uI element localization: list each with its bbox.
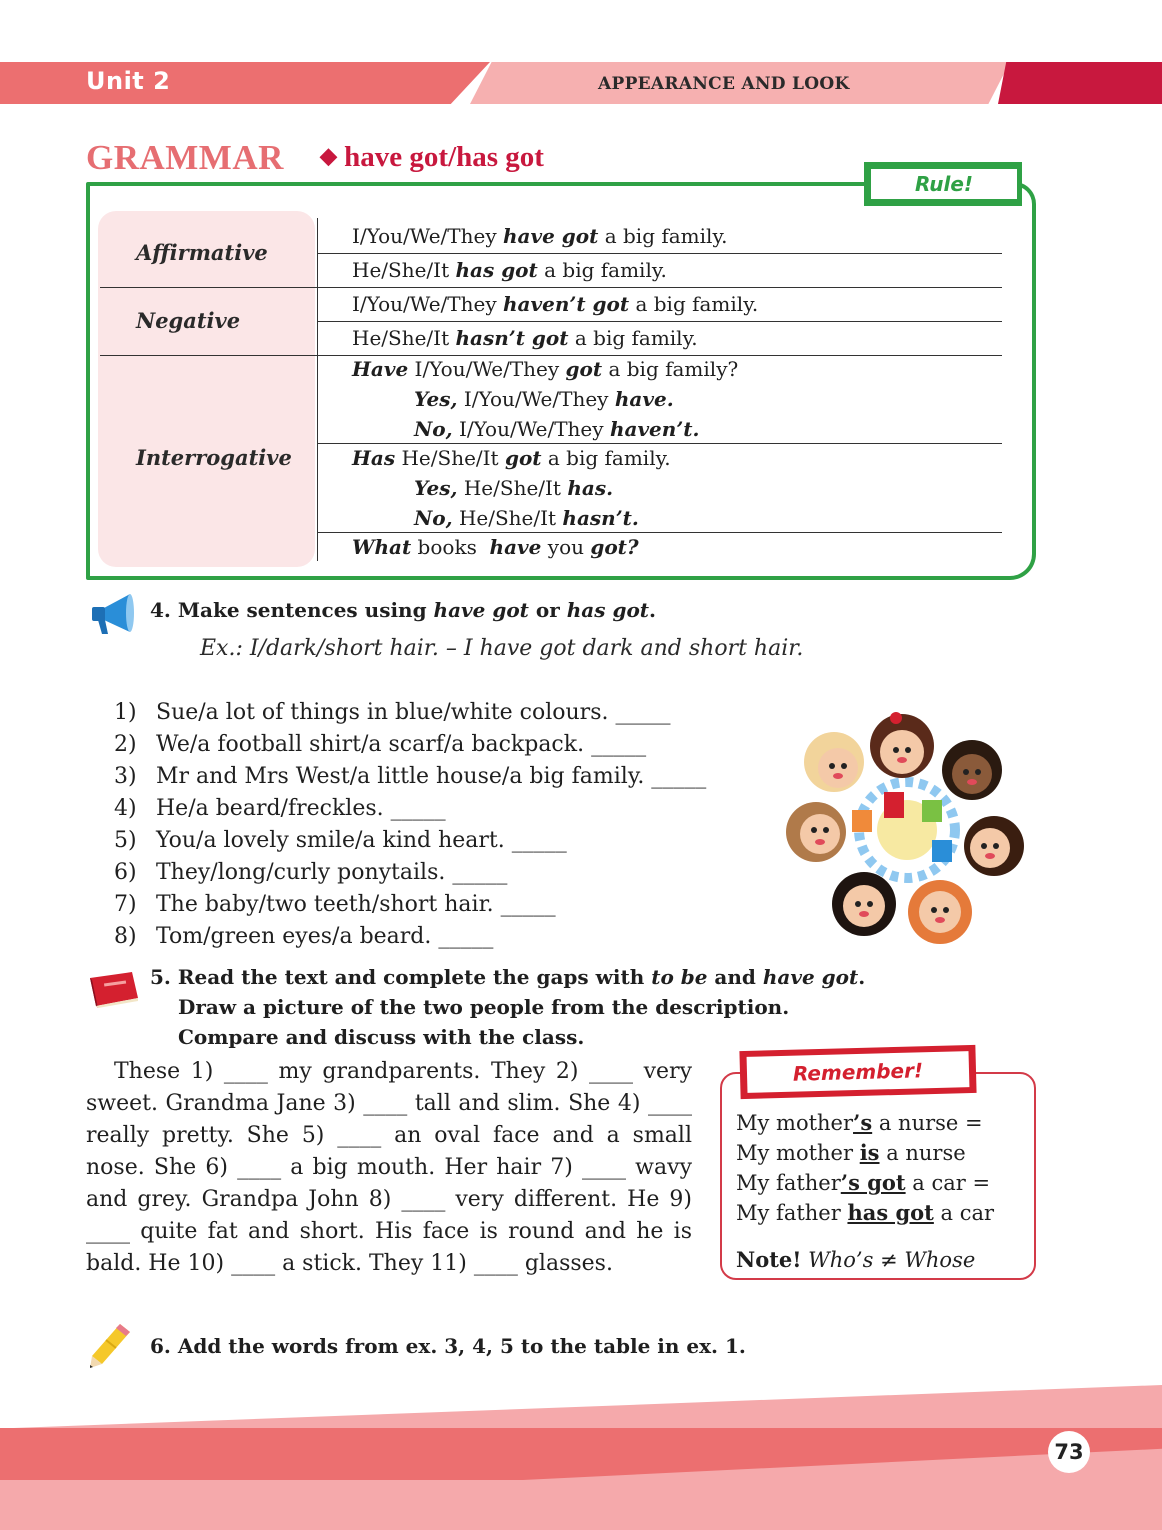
section-title: APPEARANCE AND LOOK bbox=[598, 74, 850, 94]
children-circle-illustration bbox=[772, 700, 1042, 960]
remember-tab-label: Remember! bbox=[747, 1051, 970, 1093]
header-band-left bbox=[0, 62, 490, 104]
category-interrogative: Interrogative bbox=[136, 445, 292, 470]
book-icon bbox=[86, 968, 142, 1008]
ex5-gap-text: These 1) ____ my grandparents. They 2) ____ very sweet. Grandma Jane 3) ____ tall and slim. She 4) ____ really pretty. She 5) ____ an oval face and a small nose. She 6) ____ a big mouth. Her hair 7) ____ wavy and grey. Grandpa John 8) ____ very different. He 9) ____ quite fat and short. His face is round and he is bald. He 10) ____ a stick. They 11) ____ glasses. bbox=[86, 1059, 692, 1276]
rule-affirmative-plural: I/You/We/They have got a big family. bbox=[352, 224, 728, 248]
rule-question-plural: Have I/You/We/They got a big family? bbox=[352, 357, 739, 381]
ex4-example: Ex.: I/dark/short hair. – I have got dark and short hair. bbox=[200, 636, 804, 661]
unit-label: Unit 2 bbox=[86, 67, 171, 95]
ex6-number: 6. bbox=[150, 1334, 171, 1358]
table-line bbox=[317, 253, 1002, 254]
list-item: 1) Sue/a lot of things in blue/white colours. _____ bbox=[114, 700, 671, 725]
list-item: 8) Tom/green eyes/a beard. _____ bbox=[114, 924, 494, 949]
page-number: 73 bbox=[1048, 1431, 1090, 1473]
rule-short-answer-yes-singular: Yes, He/She/It has. bbox=[414, 476, 614, 500]
megaphone-icon bbox=[88, 590, 138, 640]
remember-line: My father has got a car bbox=[736, 1200, 995, 1225]
table-line bbox=[100, 287, 1002, 288]
category-negative: Negative bbox=[136, 308, 241, 333]
diamond-icon: ◆ bbox=[320, 143, 337, 168]
rule-tab-label: Rule! bbox=[870, 168, 1018, 200]
table-line bbox=[317, 321, 1002, 322]
rule-short-answer-no-plural: No, I/You/We/They haven’t. bbox=[414, 417, 700, 441]
remember-line: My father’s got a car = bbox=[736, 1170, 991, 1195]
list-item: 2) We/a football shirt/a scarf/a backpack. _____ bbox=[114, 732, 647, 757]
list-item: 3) Mr and Mrs West/a little house/a big family. _____ bbox=[114, 764, 707, 789]
ex5-heading-line3: Compare and discuss with the class. bbox=[178, 1025, 585, 1049]
rule-negative-singular: He/She/It hasn’t got a big family. bbox=[352, 326, 698, 350]
list-item: 6) They/long/curly ponytails. _____ bbox=[114, 860, 508, 885]
table-line bbox=[317, 443, 1002, 444]
rule-affirmative-singular: He/She/It has got a big family. bbox=[352, 258, 667, 282]
ex4-number: 4. bbox=[150, 598, 171, 622]
rule-wh-question: What books have you got? bbox=[352, 535, 639, 559]
rule-question-singular: Has He/She/It got a big family. bbox=[352, 446, 671, 470]
list-item: 4) He/a beard/freckles. _____ bbox=[114, 796, 446, 821]
remember-line: My mother’s a nurse = bbox=[736, 1110, 983, 1135]
ex6-heading: 6. Add the words from ex. 3, 4, 5 to the table in ex. 1. bbox=[150, 1334, 746, 1358]
rule-short-answer-yes-plural: Yes, I/You/We/They have. bbox=[414, 387, 674, 411]
pencil-icon bbox=[86, 1320, 136, 1372]
ex5-heading-line2: Draw a picture of the two people from the description. bbox=[178, 995, 790, 1019]
ex4-heading: 4. Make sentences using have got or has got. bbox=[150, 598, 656, 622]
category-affirmative: Affirmative bbox=[136, 240, 268, 265]
table-line bbox=[100, 355, 1002, 356]
ex5-number: 5. bbox=[150, 965, 171, 989]
ex5-heading-line1: 5. Read the text and complete the gaps with to be and have got. bbox=[150, 965, 866, 989]
grammar-heading: GRAMMAR bbox=[86, 138, 284, 177]
grammar-topic bbox=[320, 141, 544, 174]
list-item: 7) The baby/two teeth/short hair. _____ bbox=[114, 892, 556, 917]
header-band-right bbox=[998, 62, 1162, 104]
table-line bbox=[317, 532, 1002, 533]
rule-negative-plural: I/You/We/They haven’t got a big family. bbox=[352, 292, 759, 316]
rule-short-answer-no-singular: No, He/She/It hasn’t. bbox=[414, 506, 639, 530]
remember-note: Note! Who’s ≠ Whose bbox=[736, 1247, 976, 1272]
grammar-topic-text: have got/has got bbox=[344, 141, 544, 173]
remember-line: My mother is a nurse bbox=[736, 1140, 966, 1165]
list-item: 5) You/a lovely smile/a kind heart. _____ bbox=[114, 828, 567, 853]
table-divider-vertical bbox=[317, 218, 318, 561]
